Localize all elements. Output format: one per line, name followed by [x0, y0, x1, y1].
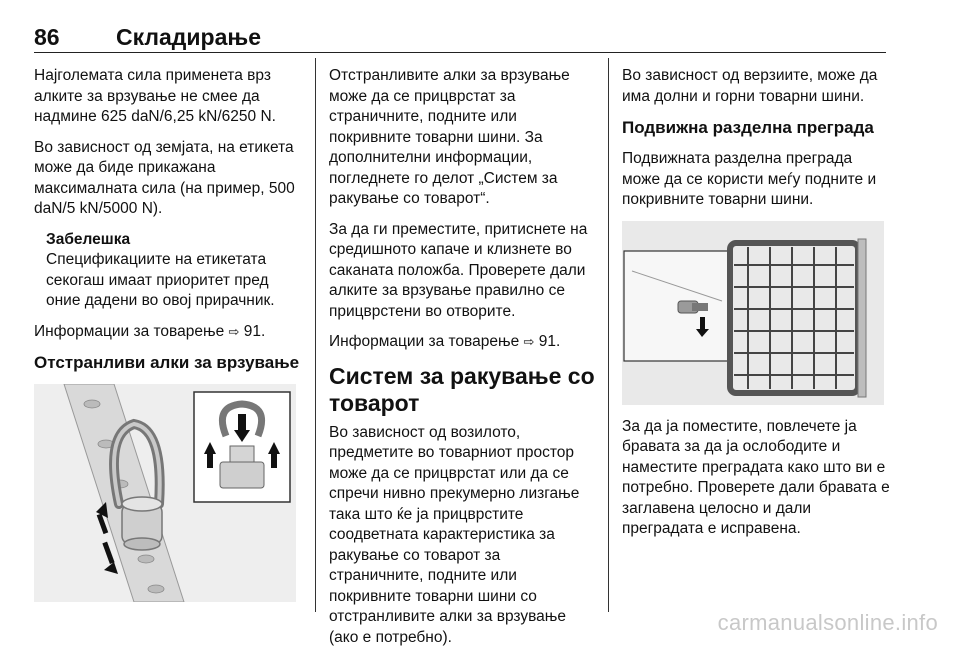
page-reference-arrow-icon: ⇨ — [523, 334, 535, 349]
cargo-partition-net-figure — [622, 221, 884, 405]
watermark: carmanualsonline.info — [717, 610, 938, 635]
section-title: Складирање — [116, 24, 262, 50]
paragraph: Отстранливите алки за врзување може да се прицврстат за страничните, подните или покривните товарни шини. За дополнителни информации, погледнете го делот „Систем за ракување со товарот“. — [329, 67, 570, 207]
info-reference — [329, 332, 597, 353]
paragraph: Во зависност од земјата, на етикета може да биде прикажана максималната сила (на пример, 500 daN/5 kN/5000 N). — [34, 138, 295, 217]
note-title: Забелешка — [46, 230, 131, 248]
page-reference-arrow-icon: ⇨ — [228, 323, 240, 339]
page-number: 86 — [34, 24, 60, 50]
paragraph: Најголемата сила применета врз алките за врзување не смее да надмине 625 daN/6,25 kN/6250 N. — [34, 67, 276, 125]
paragraph: За да ја поместите, повлечете ја бравата за да ја ослободите и наместите преградата како што ви е потребно. Проверете дали бравата е заглавена целосно и дали преградата е исправена. — [622, 417, 890, 537]
paragraph: Во зависност од верзиите, може да има долни и горни товарни шини. — [622, 67, 878, 105]
column-3 — [622, 66, 892, 550]
info-reference — [34, 322, 304, 343]
subsection-heading: Отстранливи алки за врзување — [34, 353, 300, 372]
subsection-heading: Подвижна разделна преграда — [622, 118, 874, 137]
paragraph: Подвижната разделна преграда може да се користи меѓу подните и покривните товарни шини. — [622, 150, 877, 208]
note-box — [46, 230, 304, 312]
page-header — [34, 24, 886, 53]
info-ref-page[interactable]: 91. — [538, 333, 561, 350]
paragraph: За да ги преместите, притиснете на средишното капаче и клизнете во саканата положба. Проверете дали алките за врзување правилно се прицврстени во отворите. — [329, 220, 588, 320]
section-heading: Систем за ракување со товарот — [329, 362, 595, 416]
tie-down-ring-figure — [34, 384, 296, 602]
info-text: Информации за товарење — [34, 322, 225, 340]
column-1 — [34, 66, 304, 614]
column-2 — [329, 66, 597, 658]
info-ref-page[interactable]: 91. — [243, 322, 266, 340]
info-text: Информации за товарење — [329, 333, 520, 350]
paragraph: Во зависност од возилото, предметите во товарниот простор може да се прицврстат или да се спречи нивно прекумерно лизгање така што ќе ја прицврстите соодветната карактеристика за ракување со товарот за страничните, подните или покривните товарни шини со отстранливите алки за врзување (ако е потребно). — [329, 423, 580, 646]
note-body: Спецификациите на етикетата секогаш имаат приоритет пред оние дадени во овој прирачник. — [46, 251, 275, 309]
column-divider — [608, 58, 609, 612]
column-divider — [315, 58, 316, 612]
